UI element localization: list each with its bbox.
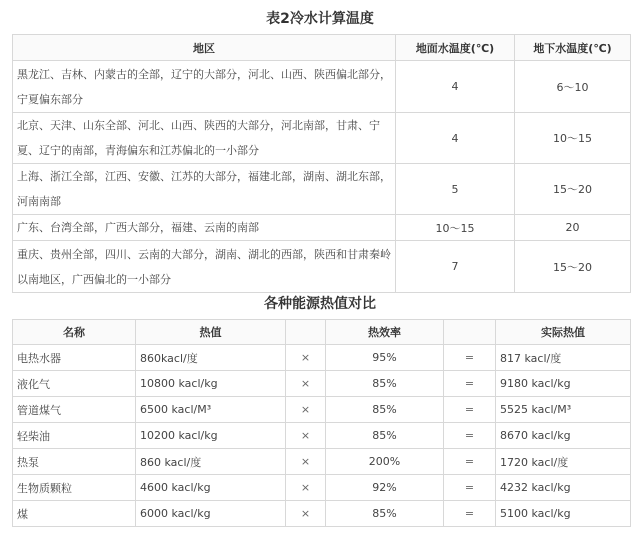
table-row: [13, 501, 631, 527]
multiply-sign: ×: [286, 371, 326, 397]
table-row: [13, 449, 631, 475]
energy-name-cell: 煤: [13, 501, 136, 527]
ground-temp-cell: 15～20: [515, 164, 631, 215]
actual-heat-value-cell: 1720 kacl/度: [496, 449, 631, 475]
efficiency-cell: 95%: [326, 345, 444, 371]
heat-value-cell: 6500 kacl/M³: [136, 397, 286, 423]
heat-value-cell: 860 kacl/度: [136, 449, 286, 475]
table-header-row: [13, 320, 631, 345]
column-header-surface-water-temp: 地面水温度(℃): [396, 35, 515, 61]
multiply-sign: ×: [286, 423, 326, 449]
region-cell: 广东、台湾全部，广西大部分，福建、云南的南部: [13, 215, 396, 241]
column-header-efficiency: 热效率: [326, 320, 444, 345]
heat-value-cell: 4600 kacl/kg: [136, 475, 286, 501]
efficiency-cell: 85%: [326, 371, 444, 397]
actual-heat-value-cell: 8670 kacl/kg: [496, 423, 631, 449]
table1-title: 表2冷水计算温度: [266, 11, 374, 27]
column-header-name: 名称: [13, 320, 136, 345]
ground-temp-cell: 15～20: [515, 241, 631, 293]
actual-heat-value-cell: 4232 kacl/kg: [496, 475, 631, 501]
equals-sign: =: [444, 371, 496, 397]
multiply-sign: ×: [286, 475, 326, 501]
table-row: [13, 345, 631, 371]
equals-sign: =: [444, 345, 496, 371]
region-cell: 北京、天津、山东全部、河北、山西、陕西的大部分，河北南部，甘肃、宁夏、辽宁的南部，青海偏东和江苏偏北的一小部分: [13, 113, 396, 164]
actual-heat-value-cell: 5100 kacl/kg: [496, 501, 631, 527]
multiply-sign: ×: [286, 501, 326, 527]
heat-value-cell: 6000 kacl/kg: [136, 501, 286, 527]
table-row: [13, 475, 631, 501]
efficiency-cell: 85%: [326, 423, 444, 449]
energy-heat-value-table: [12, 319, 631, 527]
table-row: [13, 241, 631, 293]
efficiency-cell: 85%: [326, 397, 444, 423]
equals-sign: =: [444, 423, 496, 449]
heat-value-cell: 860kacl/度: [136, 345, 286, 371]
equals-sign: =: [444, 475, 496, 501]
table-row: [13, 215, 631, 241]
table-row: [13, 423, 631, 449]
energy-name-cell: 电热水器: [13, 345, 136, 371]
column-header-blank: [444, 320, 496, 345]
column-header-heat-value: 热值: [136, 320, 286, 345]
region-cell: 重庆、贵州全部，四川、云南的大部分，湖南、湖北的西部，陕西和甘肃秦岭以南地区，广西偏北的一小部分: [13, 241, 396, 293]
column-header-region: 地区: [13, 35, 396, 61]
table-header-row: [13, 35, 631, 61]
table-row: [13, 61, 631, 113]
actual-heat-value-cell: 5525 kacl/M³: [496, 397, 631, 423]
energy-name-cell: 液化气: [13, 371, 136, 397]
cold-water-temperature-table: [12, 34, 631, 293]
table-row: [13, 371, 631, 397]
surface-temp-cell: 5: [396, 164, 515, 215]
surface-temp-cell: 10～15: [396, 215, 515, 241]
efficiency-cell: 200%: [326, 449, 444, 475]
column-header-ground-water-temp: 地下水温度(℃): [515, 35, 631, 61]
heat-value-cell: 10200 kacl/kg: [136, 423, 286, 449]
table-row: [13, 164, 631, 215]
equals-sign: =: [444, 501, 496, 527]
table-row: [13, 113, 631, 164]
multiply-sign: ×: [286, 397, 326, 423]
actual-heat-value-cell: 817 kacl/度: [496, 345, 631, 371]
region-cell: 上海、浙江全部，江西、安徽、江苏的大部分，福建北部，湖南、湖北东部，河南南部: [13, 164, 396, 215]
energy-name-cell: 热泵: [13, 449, 136, 475]
column-header-actual-heat-value: 实际热值: [496, 320, 631, 345]
column-header-blank: [286, 320, 326, 345]
multiply-sign: ×: [286, 449, 326, 475]
equals-sign: =: [444, 397, 496, 423]
ground-temp-cell: 6～10: [515, 61, 631, 113]
efficiency-cell: 92%: [326, 475, 444, 501]
energy-name-cell: 轻柴油: [13, 423, 136, 449]
surface-temp-cell: 4: [396, 113, 515, 164]
equals-sign: =: [444, 449, 496, 475]
region-cell: 黑龙江、吉林、内蒙古的全部，辽宁的大部分，河北、山西、陕西偏北部分，宁夏偏东部分: [13, 61, 396, 113]
table2-title: 各种能源热值对比: [264, 296, 376, 312]
actual-heat-value-cell: 9180 kacl/kg: [496, 371, 631, 397]
ground-temp-cell: 10～15: [515, 113, 631, 164]
surface-temp-cell: 7: [396, 241, 515, 293]
energy-name-cell: 生物质颗粒: [13, 475, 136, 501]
ground-temp-cell: 20: [515, 215, 631, 241]
efficiency-cell: 85%: [326, 501, 444, 527]
energy-name-cell: 管道煤气: [13, 397, 136, 423]
heat-value-cell: 10800 kacl/kg: [136, 371, 286, 397]
multiply-sign: ×: [286, 345, 326, 371]
table-row: [13, 397, 631, 423]
surface-temp-cell: 4: [396, 61, 515, 113]
